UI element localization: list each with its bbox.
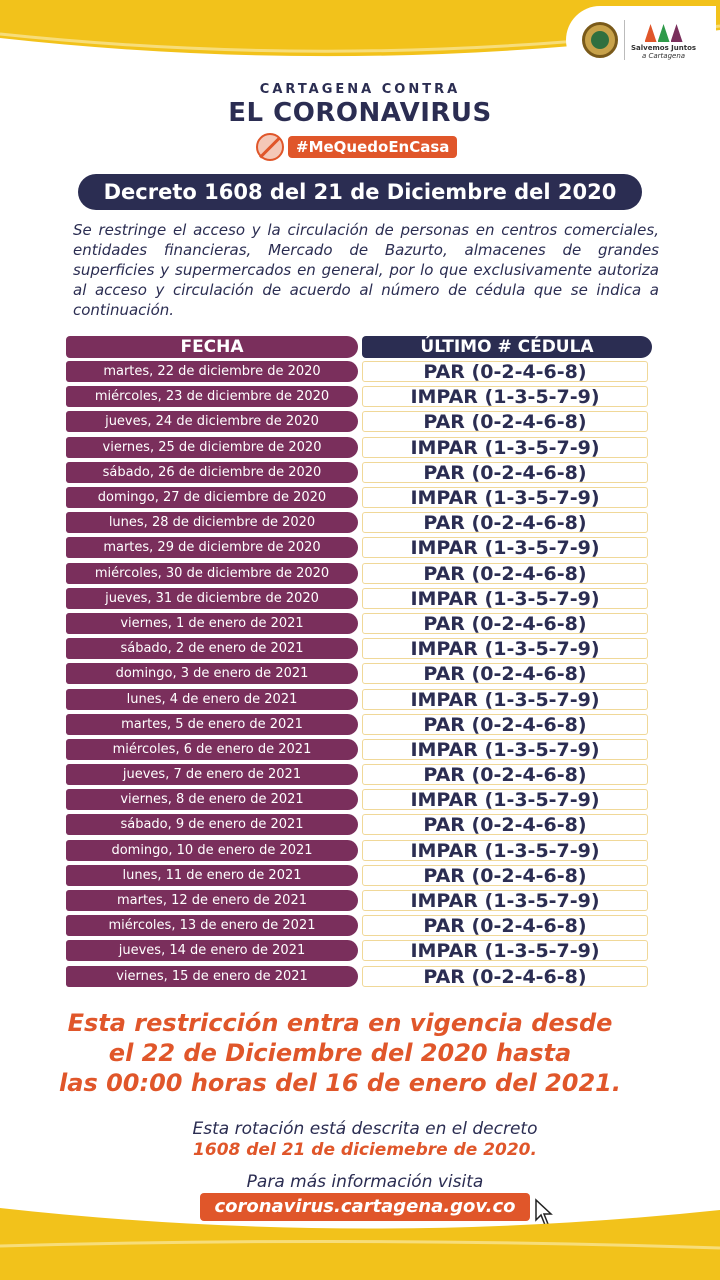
validity-line-3: las 00:00 horas del 16 de enero del 2021. (59, 1069, 621, 1097)
table-row (66, 713, 656, 736)
info-text: Para más información visita (246, 1172, 484, 1192)
id-digit-cell: PAR (0-2-4-6-8) (362, 613, 648, 634)
id-digit-cell: IMPAR (1-3-5-7-9) (362, 890, 648, 911)
id-digit-cell: IMPAR (1-3-5-7-9) (362, 638, 648, 659)
people-figures-icon (645, 20, 683, 42)
id-digit-cell: IMPAR (1-3-5-7-9) (362, 940, 648, 961)
id-digit-cell: PAR (0-2-4-6-8) (362, 411, 648, 432)
date-cell: jueves, 31 de diciembre de 2020 (66, 588, 358, 609)
bottom-decorative-band (0, 1188, 720, 1280)
brand-line-2: a Cartagena (641, 52, 686, 60)
table-row (66, 511, 656, 534)
date-cell: sábado, 26 de diciembre de 2020 (66, 462, 358, 483)
schedule-table (66, 336, 656, 988)
table-row (66, 939, 656, 962)
rotation-decree: 1608 del 21 de diciemebre de 2020. (193, 1140, 537, 1160)
table-row (66, 436, 656, 459)
logo-box (566, 6, 716, 74)
table-row (66, 813, 656, 836)
table-row (66, 914, 656, 937)
date-cell: lunes, 4 de enero de 2021 (66, 689, 358, 710)
city-seal-icon (582, 22, 618, 58)
id-digit-cell: PAR (0-2-4-6-8) (362, 663, 648, 684)
table-row (66, 738, 656, 761)
table-row (66, 662, 656, 685)
table-row (66, 536, 656, 559)
id-digit-cell: IMPAR (1-3-5-7-9) (362, 437, 648, 458)
date-cell: martes, 12 de enero de 2021 (66, 890, 358, 911)
table-row (66, 562, 656, 585)
campaign-title: EL CORONAVIRUS (228, 98, 492, 128)
date-cell: jueves, 14 de enero de 2021 (66, 940, 358, 961)
id-digit-cell: IMPAR (1-3-5-7-9) (362, 789, 648, 810)
id-digit-cell: IMPAR (1-3-5-7-9) (362, 739, 648, 760)
date-cell: viernes, 8 de enero de 2021 (66, 789, 358, 810)
table-row (66, 486, 656, 509)
id-digit-cell: IMPAR (1-3-5-7-9) (362, 689, 648, 710)
date-cell: sábado, 2 de enero de 2021 (66, 638, 358, 659)
header-date: FECHA (66, 336, 358, 358)
validity-line-2: el 22 de Diciembre del 2020 hasta (108, 1039, 572, 1067)
date-cell: jueves, 24 de diciembre de 2020 (66, 411, 358, 432)
id-digit-cell: IMPAR (1-3-5-7-9) (362, 386, 648, 407)
table-row (66, 889, 656, 912)
date-cell: viernes, 15 de enero de 2021 (66, 966, 358, 987)
logo-divider (624, 20, 625, 60)
table-header (66, 336, 656, 358)
id-digit-cell: PAR (0-2-4-6-8) (362, 512, 648, 533)
table-row (66, 864, 656, 887)
table-row (66, 612, 656, 635)
date-cell: sábado, 9 de enero de 2021 (66, 814, 358, 835)
brand-logo (631, 20, 696, 60)
decree-title: Decreto 1608 del 21 de Diciembre del 2020 (78, 174, 642, 210)
date-cell: martes, 29 de diciembre de 2020 (66, 537, 358, 558)
date-cell: domingo, 3 de enero de 2021 (66, 663, 358, 684)
date-cell: viernes, 25 de diciembre de 2020 (66, 437, 358, 458)
id-digit-cell: PAR (0-2-4-6-8) (362, 915, 648, 936)
date-cell: martes, 22 de diciembre de 2020 (66, 361, 358, 382)
date-cell: viernes, 1 de enero de 2021 (66, 613, 358, 634)
date-cell: miércoles, 23 de diciembre de 2020 (66, 386, 358, 407)
table-row (66, 788, 656, 811)
date-cell: miércoles, 30 de diciembre de 2020 (66, 563, 358, 584)
brand-line-1: Salvemos Juntos (631, 44, 697, 52)
campaign-subtitle: CARTAGENA CONTRA (259, 82, 461, 97)
id-digit-cell: PAR (0-2-4-6-8) (362, 764, 648, 785)
date-cell: miércoles, 13 de enero de 2021 (66, 915, 358, 936)
id-digit-cell: PAR (0-2-4-6-8) (362, 865, 648, 886)
table-row (66, 360, 656, 383)
id-digit-cell: PAR (0-2-4-6-8) (362, 462, 648, 483)
table-row (66, 637, 656, 660)
date-cell: lunes, 11 de enero de 2021 (66, 865, 358, 886)
table-row (66, 839, 656, 862)
no-virus-icon (256, 133, 284, 161)
table-body (66, 360, 656, 988)
intro-text: Se restringe el acceso y la circulación de personas en centros comerciales, entidades financieras, Mercado de Bazurto, almacenes de grandes superficies y supermercados en general, por lo que exclusivamente autoriza al acceso y circulación de acuerdo al número de cédula que se indica a continuación. (73, 221, 659, 319)
date-cell: martes, 5 de enero de 2021 (66, 714, 358, 735)
id-digit-cell: IMPAR (1-3-5-7-9) (362, 537, 648, 558)
date-cell: jueves, 7 de enero de 2021 (66, 764, 358, 785)
table-row (66, 965, 656, 988)
table-row (66, 687, 656, 710)
rotation-text: Esta rotación está descrita en el decreto (192, 1119, 538, 1139)
table-row (66, 410, 656, 433)
date-cell: miércoles, 6 de enero de 2021 (66, 739, 358, 760)
id-digit-cell: PAR (0-2-4-6-8) (362, 966, 648, 987)
hashtag-label: #MeQuedoEnCasa (288, 136, 457, 158)
table-row (66, 763, 656, 786)
id-digit-cell: IMPAR (1-3-5-7-9) (362, 840, 648, 861)
date-cell: domingo, 10 de enero de 2021 (66, 840, 358, 861)
id-digit-cell: IMPAR (1-3-5-7-9) (362, 588, 648, 609)
date-cell: domingo, 27 de diciembre de 2020 (66, 487, 358, 508)
date-cell: lunes, 28 de diciembre de 2020 (66, 512, 358, 533)
hashtag-badge (256, 133, 457, 161)
validity-notice (0, 1008, 680, 1098)
id-digit-cell: PAR (0-2-4-6-8) (362, 714, 648, 735)
table-row (66, 461, 656, 484)
id-digit-cell: PAR (0-2-4-6-8) (362, 814, 648, 835)
table-row (66, 385, 656, 408)
id-digit-cell: IMPAR (1-3-5-7-9) (362, 487, 648, 508)
table-row (66, 587, 656, 610)
header-id-digit: ÚLTIMO # CÉDULA (362, 336, 652, 358)
website-link[interactable]: coronavirus.cartagena.gov.co (200, 1193, 530, 1221)
validity-line-1: Esta restricción entra en vigencia desde (67, 1009, 613, 1037)
id-digit-cell: PAR (0-2-4-6-8) (362, 563, 648, 584)
id-digit-cell: PAR (0-2-4-6-8) (362, 361, 648, 382)
